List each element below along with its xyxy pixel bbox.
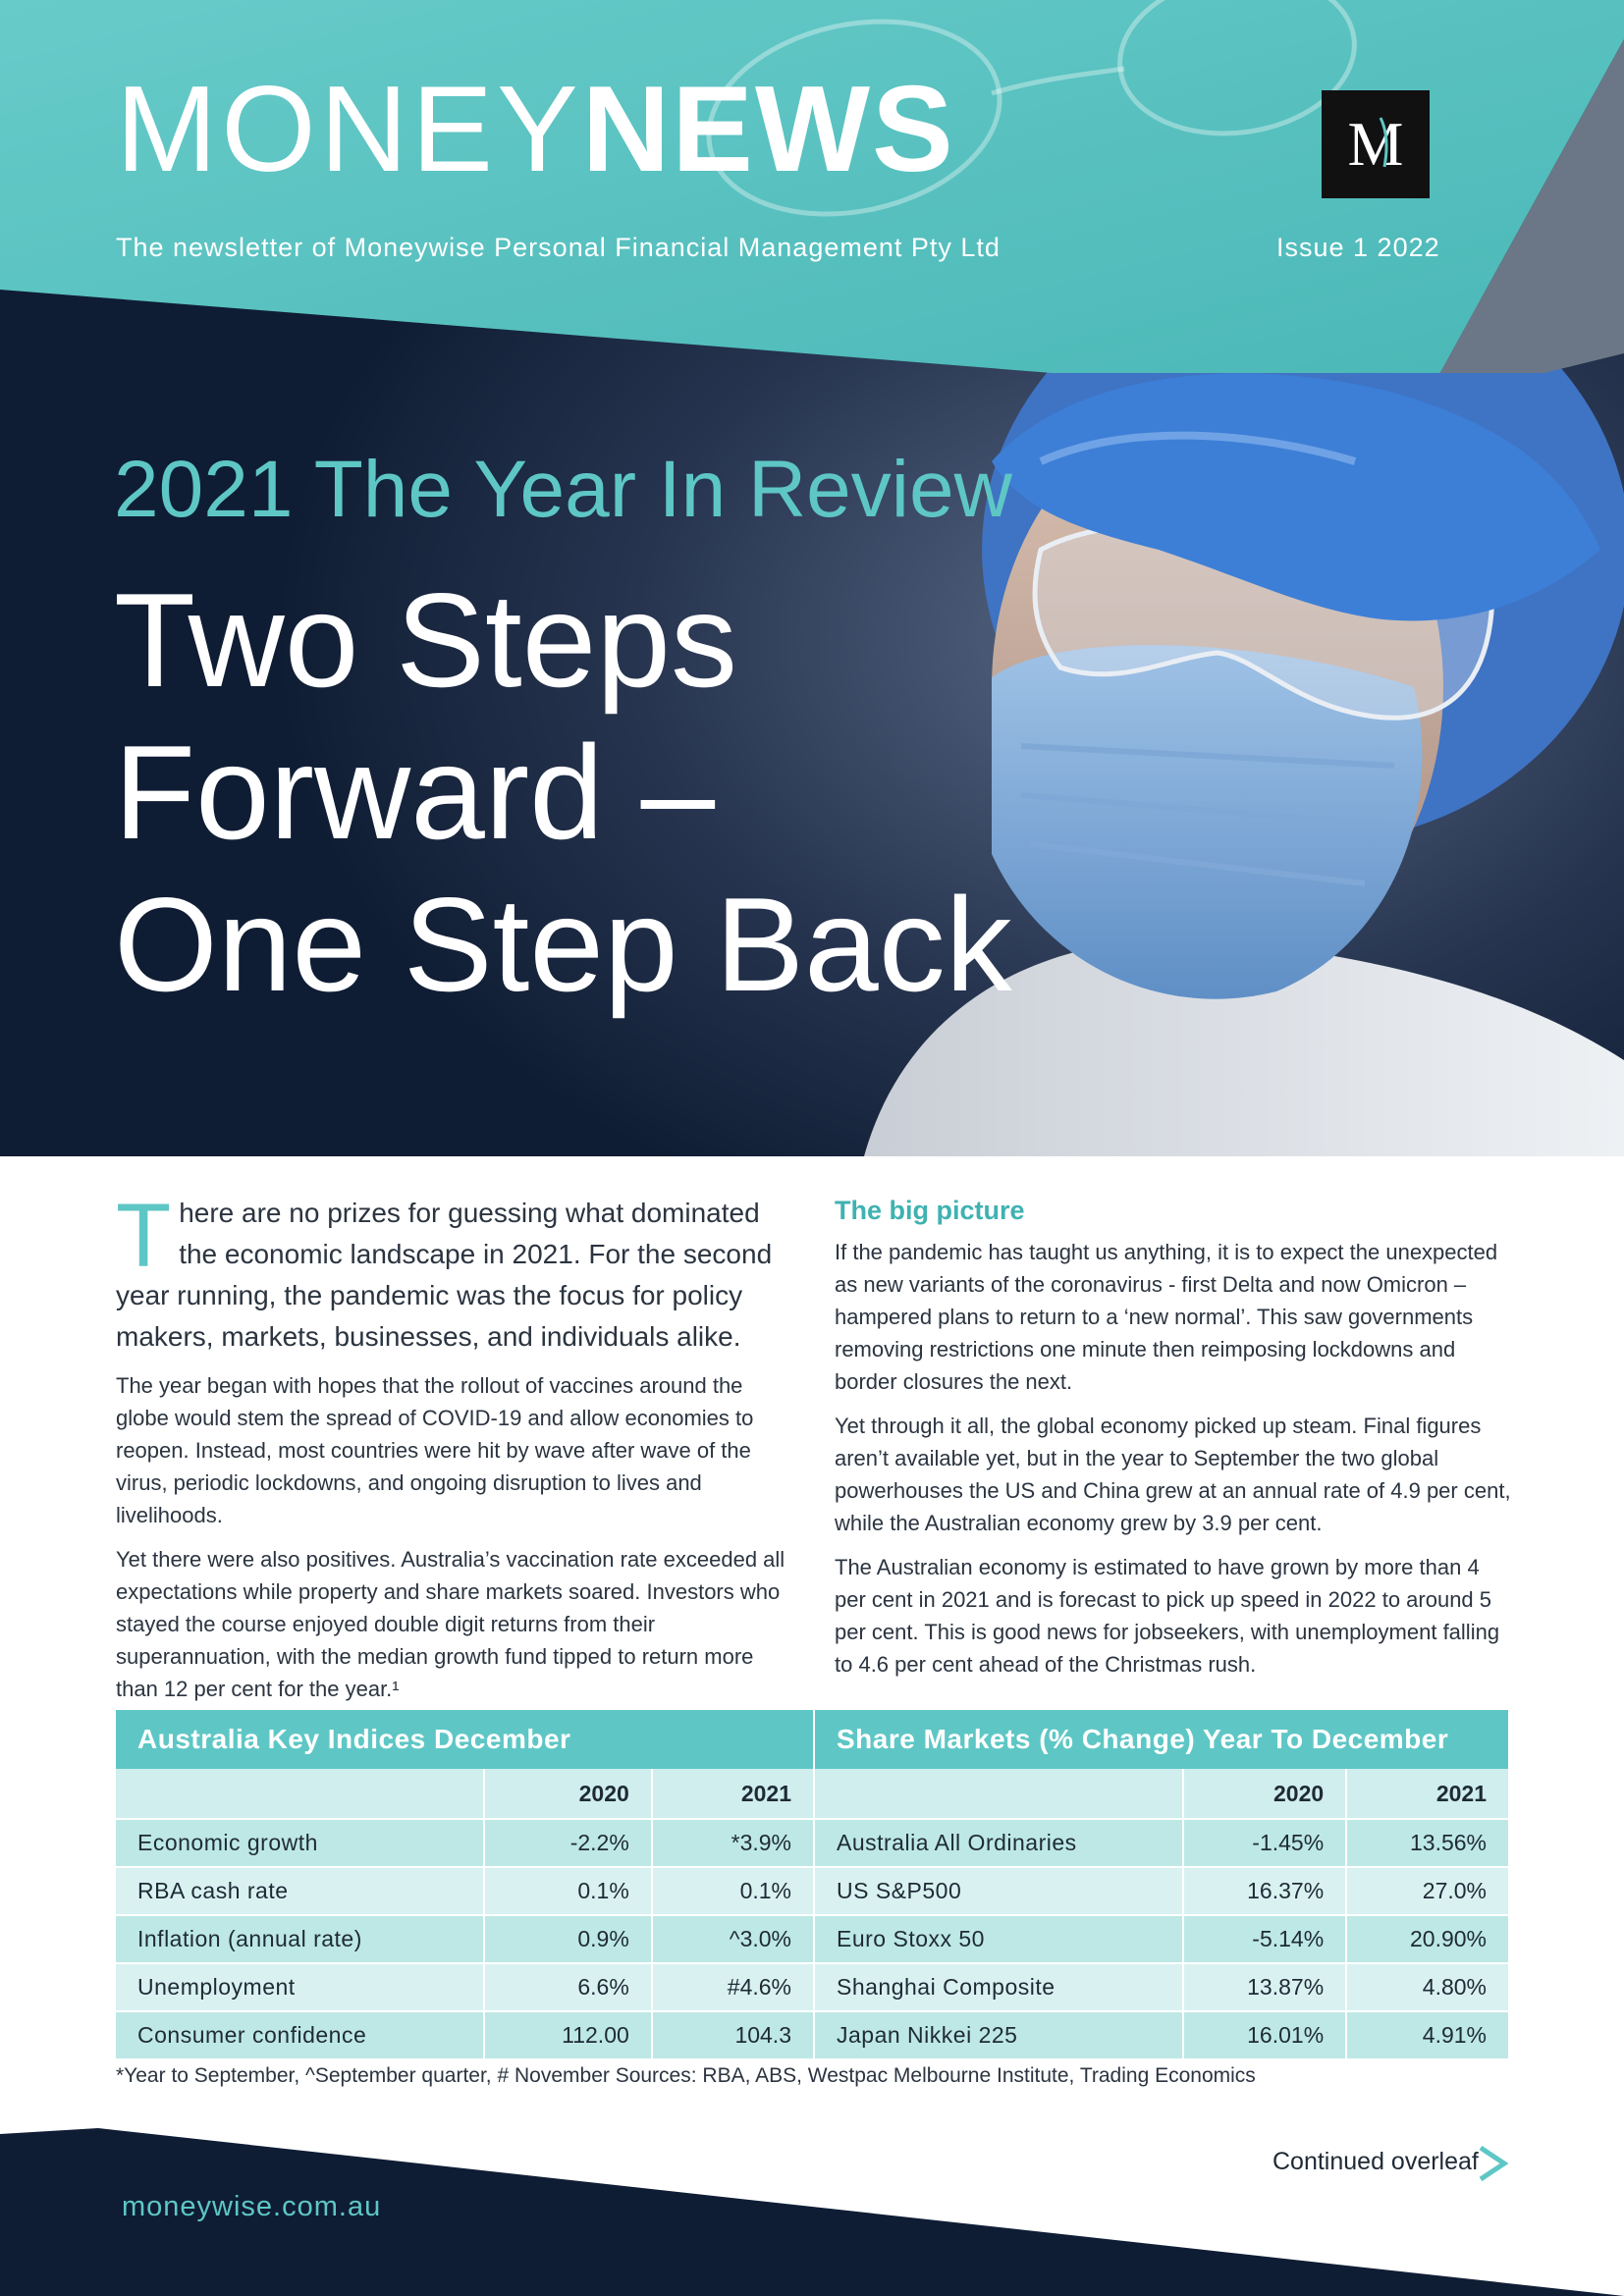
headline-line: Two Steps bbox=[114, 565, 737, 715]
article-lead bbox=[116, 1186, 793, 1358]
masthead-tagline: The newsletter of Moneywise Personal Financial Management Pty Ltd bbox=[116, 233, 1001, 262]
table-row bbox=[116, 1867, 813, 1915]
headline-line: Forward – bbox=[114, 718, 716, 867]
chevron-right-icon[interactable] bbox=[1475, 2144, 1510, 2183]
table-row bbox=[814, 1915, 1508, 1963]
masthead-title-news: NEWS bbox=[581, 62, 955, 197]
table-cell: RBA cash rate bbox=[116, 1867, 484, 1915]
website-link[interactable]: moneywise.com.au bbox=[122, 2191, 382, 2222]
table-cell: 13.87% bbox=[1183, 1963, 1346, 2011]
table-cell: Euro Stoxx 50 bbox=[814, 1915, 1183, 1963]
table-header: 2020 bbox=[1183, 1769, 1346, 1819]
table-cell: 16.37% bbox=[1183, 1867, 1346, 1915]
logo-mark bbox=[1322, 90, 1430, 198]
table-cell: -1.45% bbox=[1183, 1819, 1346, 1867]
issue-number: Issue 1 2022 bbox=[1276, 233, 1440, 262]
table-header: 2021 bbox=[652, 1769, 813, 1819]
table-cell: 16.01% bbox=[1183, 2011, 1346, 2058]
table-row bbox=[116, 1915, 813, 1963]
table-row bbox=[814, 2011, 1508, 2058]
table-title: Australia Key Indices December bbox=[116, 1710, 813, 1769]
table-row bbox=[116, 1819, 813, 1867]
article-paragraph: Yet through it all, the global economy picked up steam. Final figures aren’t available yet, but in the year to September the two global powerhouses the US and China grew at an annual rate of 4.9 per cent, while the Australian economy grew by 3.9 per cent. bbox=[835, 1414, 1511, 1535]
table-row bbox=[116, 1963, 813, 2011]
table-cell: 0.1% bbox=[484, 1867, 652, 1915]
table-header: 2020 bbox=[484, 1769, 652, 1819]
article-right-column bbox=[835, 1193, 1512, 1692]
table-header bbox=[116, 1769, 484, 1819]
table-footnote: *Year to September, ^September quarter, # November Sources: RBA, ABS, Westpac Melbourne Institute, Trading Economics bbox=[116, 2064, 1256, 2087]
table-cell: 112.00 bbox=[484, 2011, 652, 2058]
table-cell: Unemployment bbox=[116, 1963, 484, 2011]
table-cell: Consumer confidence bbox=[116, 2011, 484, 2058]
logo-m-icon bbox=[1341, 110, 1410, 179]
table-cell: Economic growth bbox=[116, 1819, 484, 1867]
logo-letter: M bbox=[1347, 110, 1404, 179]
article-paragraph: If the pandemic has taught us anything, it is to expect the unexpected as new variants of the coronavirus - first Delta and now Omicron – hampered plans to return to a ‘new normal’. This saw governments removing restrictions one minute then reimposing lockdowns and border closures the next. bbox=[835, 1240, 1498, 1394]
article-paragraph: The year began with hopes that the rollout of vaccines around the globe would stem the spread of COVID-19 and allow economies to reopen. Instead, most countries were hit by wave after wave of the virus, periodic lockdowns, and ongoing disruption to lives and livelihoods. bbox=[116, 1373, 754, 1527]
table-cell: Japan Nikkei 225 bbox=[814, 2011, 1183, 2058]
table-row bbox=[116, 2011, 813, 2058]
continued-overleaf-link[interactable]: Continued overleaf bbox=[1272, 2148, 1479, 2175]
table-row bbox=[814, 1819, 1508, 1867]
table-cell: US S&P500 bbox=[814, 1867, 1183, 1915]
table-cell: -2.2% bbox=[484, 1819, 652, 1867]
table-cell: 20.90% bbox=[1346, 1915, 1508, 1963]
article-paragraph: Yet there were also positives. Australia’s vaccination rate exceeded all expectations while property and share markets soared. Investors who stayed the course enjoyed double digit returns from their superannuation, with the median growth fund tipped to return more than 12 per cent for the year.¹ bbox=[116, 1547, 785, 1701]
table-cell: 104.3 bbox=[652, 2011, 813, 2058]
table-cell: Australia All Ordinaries bbox=[814, 1819, 1183, 1867]
table-cell: 27.0% bbox=[1346, 1867, 1508, 1915]
hero-headline bbox=[114, 564, 1012, 1021]
table-row bbox=[814, 1963, 1508, 2011]
table-cell: 0.9% bbox=[484, 1915, 652, 1963]
masthead-title-money: MONEY bbox=[116, 62, 582, 197]
table-cell: 4.91% bbox=[1346, 2011, 1508, 2058]
table-cell: Shanghai Composite bbox=[814, 1963, 1183, 2011]
section-heading: The big picture bbox=[835, 1196, 1025, 1225]
drop-cap: T bbox=[116, 1186, 172, 1286]
table-header bbox=[814, 1769, 1183, 1819]
table-cell: 4.80% bbox=[1346, 1963, 1508, 2011]
table-cell: #4.6% bbox=[652, 1963, 813, 2011]
table-row bbox=[814, 1867, 1508, 1915]
table-cell: ^3.0% bbox=[652, 1915, 813, 1963]
table-header: 2021 bbox=[1346, 1769, 1508, 1819]
key-indices-table bbox=[116, 1710, 813, 2058]
table-title: Share Markets (% Change) Year To December bbox=[814, 1710, 1508, 1769]
table-cell: 6.6% bbox=[484, 1963, 652, 2011]
share-markets-table bbox=[813, 1710, 1508, 2058]
table-cell: 13.56% bbox=[1346, 1819, 1508, 1867]
table-cell: *3.9% bbox=[652, 1819, 813, 1867]
lead-text: here are no prizes for guessing what dominated the economic landscape in 2021. For the second year running, the pandemic was the focus for policy makers, markets, businesses, and individuals alike. bbox=[116, 1198, 773, 1352]
article-left-column bbox=[116, 1186, 793, 1717]
headline-line: One Step Back bbox=[114, 870, 1012, 1019]
hero-kicker: 2021 The Year In Review bbox=[114, 445, 1012, 534]
article-paragraph: The Australian economy is estimated to have grown by more than 4 per cent in 2021 and is forecast to pick up speed in 2022 to around 5 per cent. This is good news for jobseekers, with unemployment falling to 4.6 per cent ahead of the Christmas rush. bbox=[835, 1555, 1500, 1677]
table-cell: 0.1% bbox=[652, 1867, 813, 1915]
table-cell: -5.14% bbox=[1183, 1915, 1346, 1963]
masthead-title bbox=[116, 62, 955, 197]
table-cell: Inflation (annual rate) bbox=[116, 1915, 484, 1963]
